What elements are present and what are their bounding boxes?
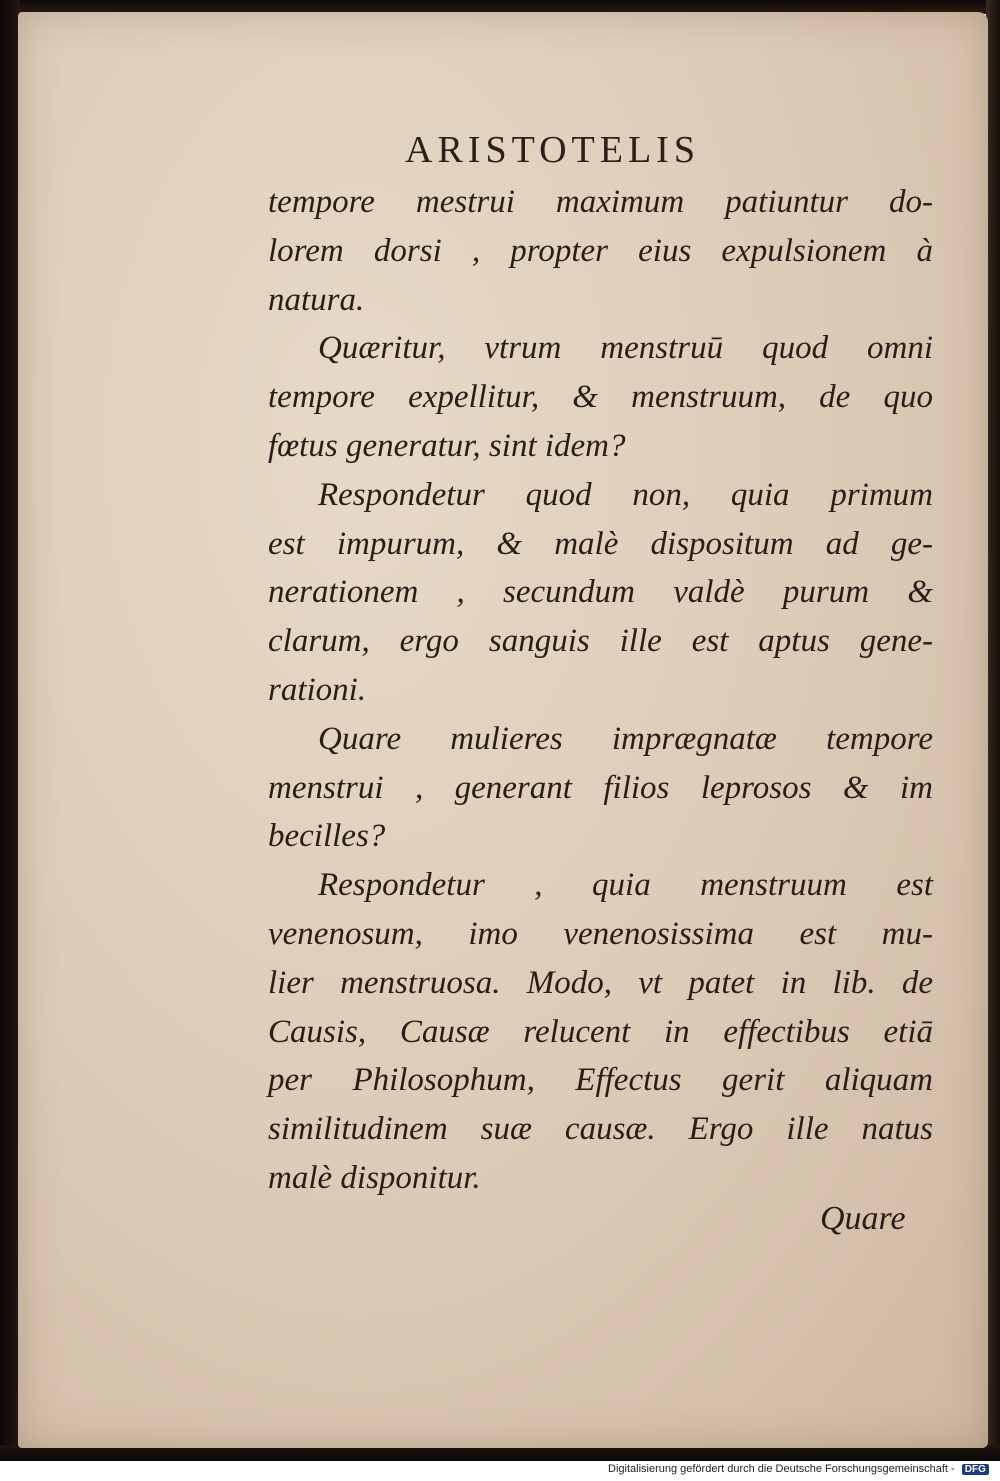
digitization-credit	[608, 1463, 989, 1475]
text-line: rationi.	[268, 671, 367, 708]
body-text	[268, 178, 933, 1203]
text-line: Respondetur quod non, quia primum	[318, 476, 933, 513]
text-line: venenosum, imo venenosissima est mu-	[268, 915, 933, 952]
text-line: natura.	[268, 281, 365, 318]
scan-border-right	[986, 0, 1000, 1460]
text-line: similitudinem suæ causæ. Ergo ille natus	[268, 1111, 933, 1148]
text-line: per Philosophum, Effectus gerit aliquam	[268, 1062, 933, 1099]
text-line: malè disponitur.	[268, 1159, 481, 1196]
text-line: tempore expellitur, & menstruum, de quo	[268, 379, 933, 416]
text-line: menstrui , generant filios leprosos & im	[268, 769, 933, 806]
text-line: becilles?	[268, 818, 386, 855]
running-head: ARISTOTELIS	[405, 129, 700, 171]
text-line: Respondetur , quia menstruum est	[318, 867, 933, 904]
text-line: fœtus generatur, sint idem?	[268, 427, 626, 464]
text-line: lorem dorsi , propter eius expulsionem à	[268, 232, 933, 269]
text-line: clarum, ergo sanguis ille est aptus gene-	[268, 623, 933, 660]
text-line: tempore mestrui maximum patiuntur do-	[268, 184, 933, 220]
text-line: Quæritur, vtrum menstruū quod omni	[318, 330, 933, 367]
text-line: est impurum, & malè dispositum ad ge-	[268, 525, 933, 562]
dfg-logo-icon: DFG	[962, 1464, 989, 1475]
catchword: Quare	[820, 1200, 906, 1237]
text-line: nerationem , secundum valdè purum &	[268, 574, 933, 611]
text-line: lier menstruosa. Modo, vt patet in lib. de	[268, 964, 933, 1001]
text-line: Causis, Causæ relucent in effectibus etiā	[268, 1013, 933, 1050]
text-line: Quare mulieres imprægnatæ tempore	[318, 720, 933, 757]
scan-border-left	[0, 0, 20, 1460]
credit-text: Digitalisierung gefördert durch die Deutsche Forschungsgemeinschaft -	[608, 1463, 955, 1475]
